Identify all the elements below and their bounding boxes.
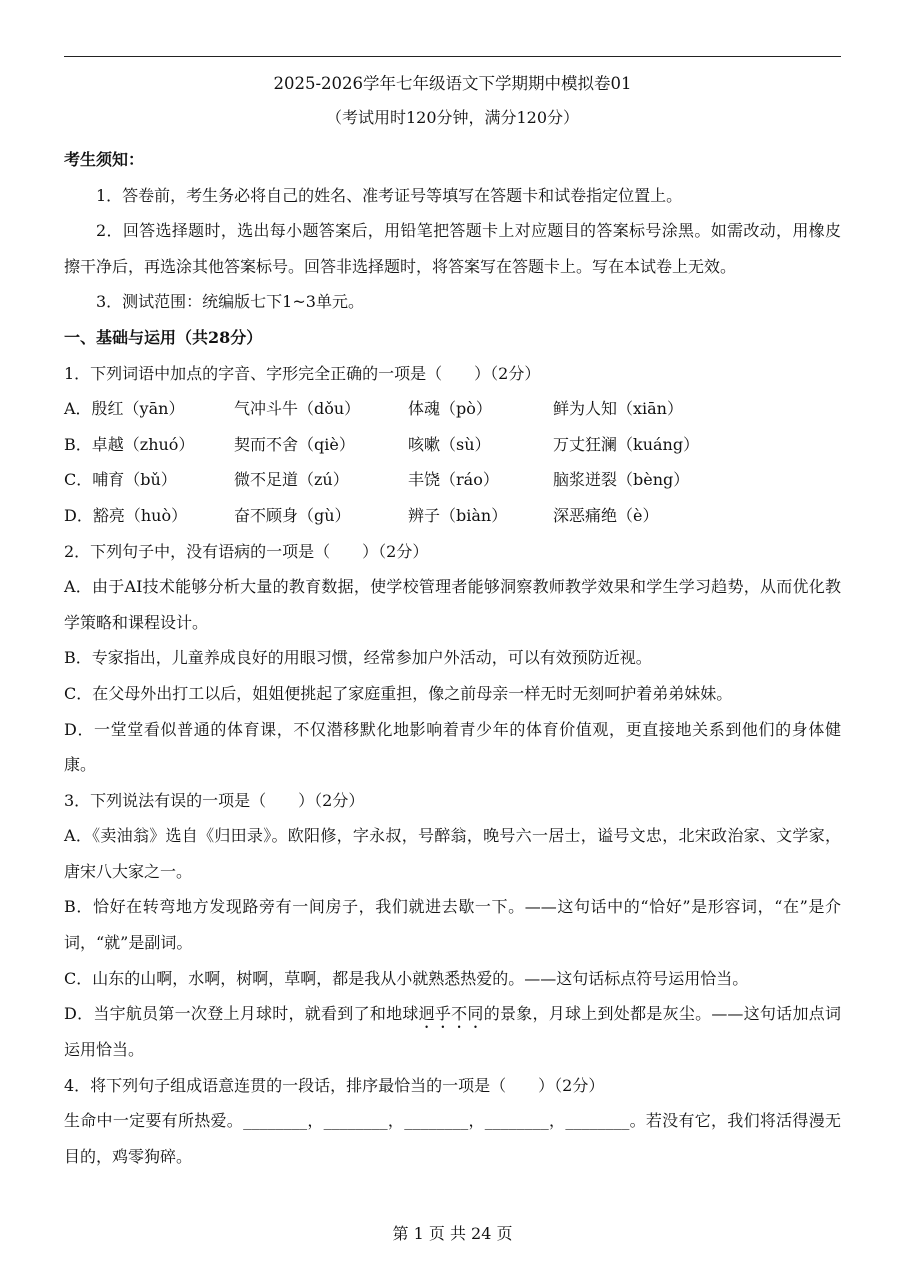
question-3-stem: 3．下列说法有误的一项是（ ）（2分） (64, 790, 365, 810)
question-2-stem: 2．下列句子中，没有语病的一项是（ ）（2分） (64, 541, 429, 561)
notice-heading: 考生须知： (64, 150, 145, 169)
option-item: 万丈狂澜（kuáng） (553, 434, 700, 454)
question-1-option-b (64, 427, 841, 463)
question-2-option-a: A．由于AI技术能够分析大量的教育数据，使学校管理者能够洞察教师教学效果和学生学习趋势，从而优化教学策略和课程设计。 (64, 577, 841, 632)
exam-title: 2025-2026学年七年级语文下学期期中模拟卷01 (273, 74, 632, 93)
option-item: 奋不顾身（gù） (234, 505, 351, 525)
question-4-body: 生命中一定要有所热爱。________，________，________，________，________。若没有它，我们将活得漫无目的，鸡零狗碎。 (64, 1111, 841, 1167)
notice-item: 1．答卷前，考生务必将自己的姓名、准考证号等填写在答题卡和试卷指定位置上。 (96, 185, 683, 205)
option-item: C．哺育（bǔ） (64, 470, 177, 490)
question-2-option-c: C．在父母外出打工以后，姐姐便挑起了家庭重担，像之前母亲一样无时无刻呵护着弟弟妹妹。 (64, 683, 733, 703)
option-item: A．殷红（yān） (64, 399, 185, 419)
option-item: 咳嗽（sù） (408, 434, 491, 454)
option-item: 气冲斗牛（dǒu） (234, 399, 361, 419)
question-4-stem: 4．将下列句子组成语意连贯的一段话，排序最恰当的一项是（ ）（2分） (64, 1075, 605, 1095)
question-2-option-b: B．专家指出，儿童养成良好的用眼习惯，经常参加户外活动，可以有效预防近视。 (64, 648, 652, 668)
option-text: 的景象，月球上到处都是灰尘。——这句话加点词运用恰当。 (64, 1004, 841, 1060)
question-3-option-c: C．山东的山啊，水啊，树啊，草啊，都是我从小就熟悉热爱的。——这句话标点符号运用恰当。 (64, 968, 749, 988)
question-1-option-d (64, 498, 841, 534)
question-2-option-d: D．一堂堂看似普通的体育课，不仅潜移默化地影响着青少年的体育价值观，更直接地关系到他们的身体健康。 (64, 719, 841, 775)
option-item: 深恶痛绝（è） (553, 505, 659, 525)
header-rule (64, 56, 841, 57)
option-item: 辨子（biàn） (408, 505, 508, 525)
notice-item: 3．测试范围：统编版七下1~3单元。 (96, 292, 364, 312)
question-3-option-d (64, 996, 841, 1068)
question-3-option-a: A．《卖油翁》选自《归田录》。欧阳修，字永叔，号醉翁，晚号六一居士，谥号文忠，北宋政治家、文学家，唐宋八大家之一。 (64, 826, 841, 881)
option-item: 脑浆迸裂（bèng） (553, 470, 690, 490)
question-1-option-c (64, 462, 841, 498)
dotted-word: 迥乎不同 (418, 1004, 484, 1024)
option-item: 微不足道（zú） (234, 470, 349, 490)
option-item: 体魂（pò） (408, 399, 492, 419)
option-item: B．卓越（zhuó） (64, 434, 195, 454)
option-item: D．豁亮（huò） (64, 505, 188, 525)
option-text: D．当宇航员第一次登上月球时，就看到了和地球 (64, 1004, 419, 1024)
notice-item: 2．回答选择题时，选出每小题答案后，用铅笔把答题卡上对应题目的答案标号涂黑。如需改动，用橡皮擦干净后，再选涂其他答案标号。回答非选择题时，将答案写在答题卡上。写在本试卷上无效。 (64, 221, 841, 276)
question-1-option-a (64, 391, 841, 427)
question-3-option-b: B．恰好在转弯地方发现路旁有一间房子，我们就进去歇一下。——这句话中的“恰好”是形容词，“在”是介词，“就”是副词。 (64, 897, 841, 953)
question-1-stem: 1．下列词语中加点的字音、字形完全正确的一项是（ ）（2分） (64, 363, 541, 383)
option-item: 契而不舍（qiè） (234, 434, 355, 454)
page-footer: 第 1 页 共 24 页 (392, 1224, 513, 1243)
option-item: 鲜为人知（xiān） (553, 399, 683, 419)
section-heading: 一、基础与运用（共28分） (64, 327, 263, 347)
exam-content (64, 142, 841, 1175)
option-item: 丰饶（ráo） (408, 470, 499, 490)
exam-subtitle: （考试用时120分钟，满分120分） (325, 108, 580, 127)
